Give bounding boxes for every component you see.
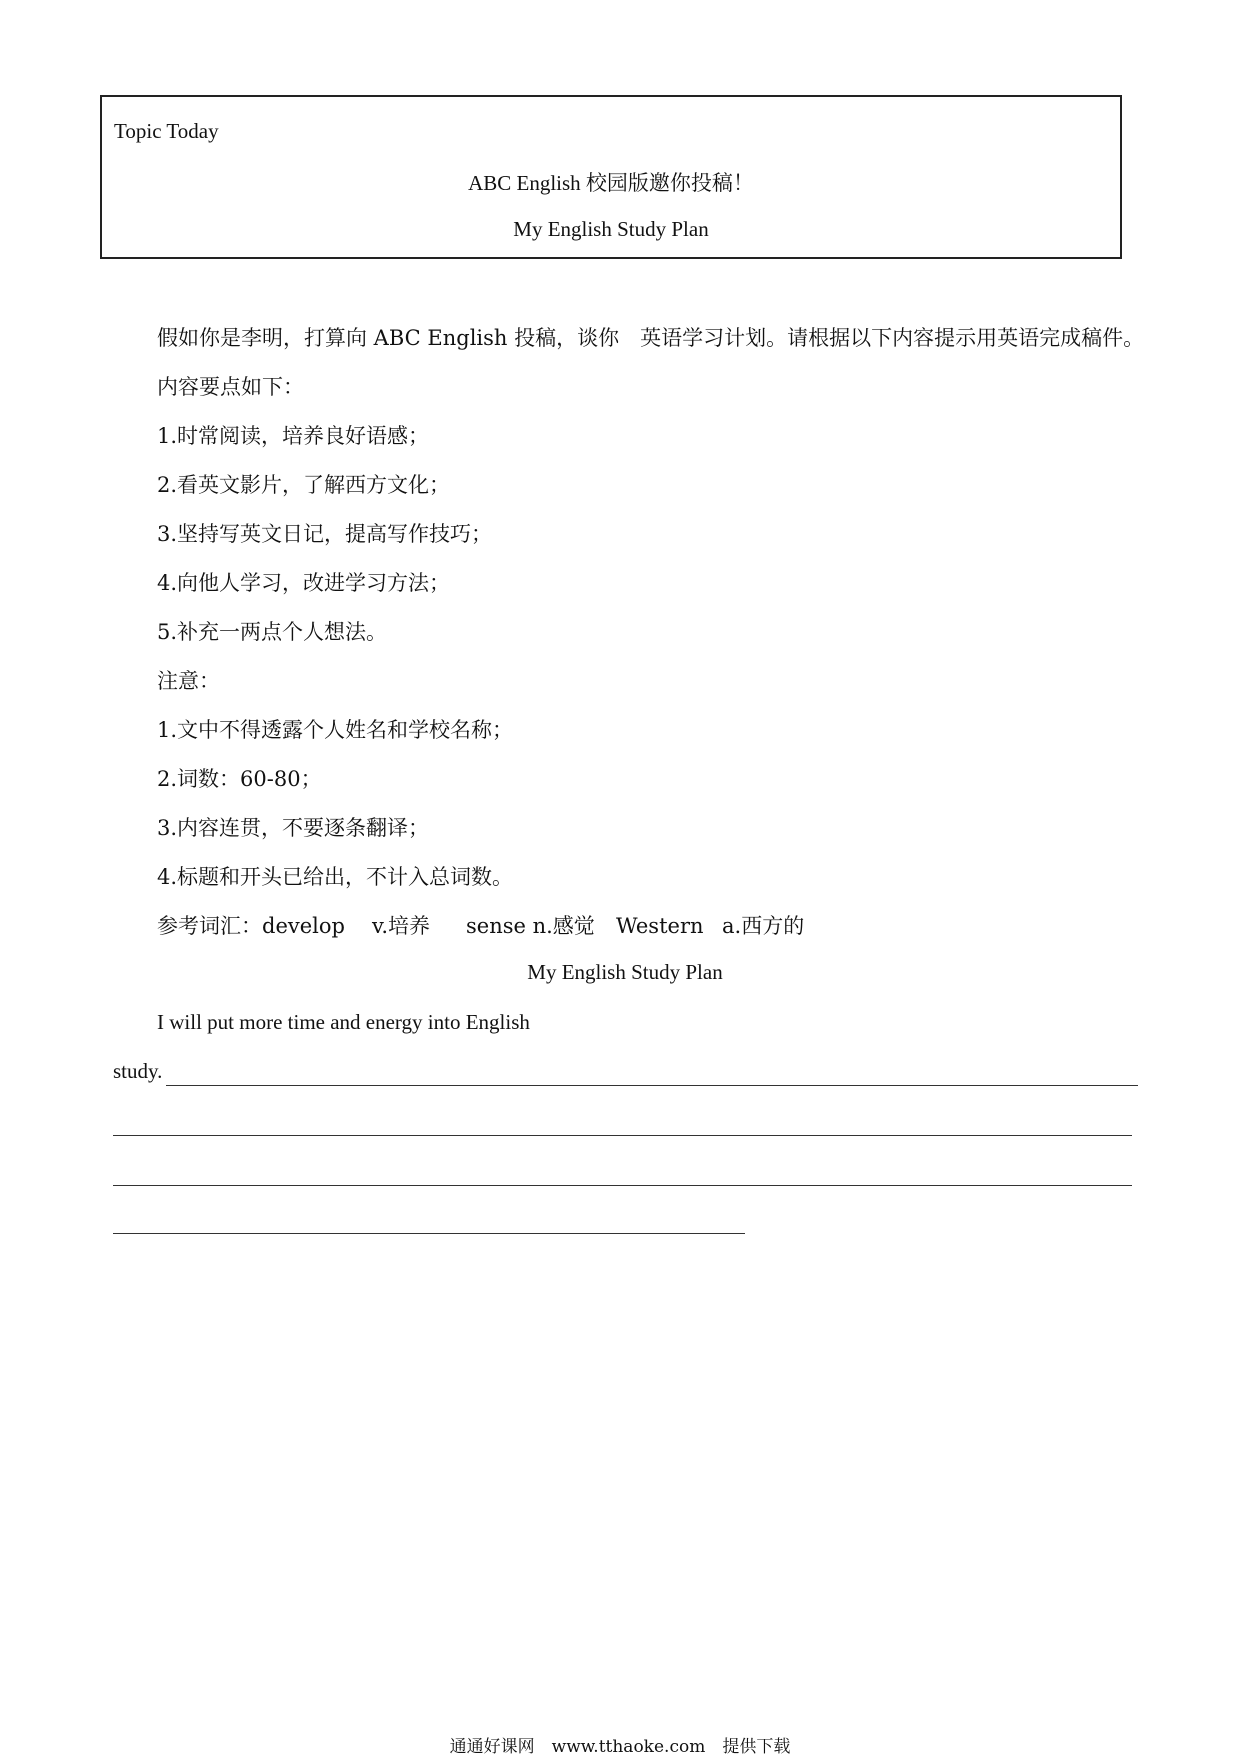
vocab-term: develop — [262, 914, 345, 938]
topic-label: Topic Today — [114, 119, 219, 143]
essay-continuation: study. — [113, 1059, 163, 1083]
note-item: 3.内容连贯，不要逐条翻译； — [157, 816, 430, 840]
answer-line — [166, 1085, 1138, 1086]
footer-source: 通通好课网 www.tthaoke.com 提供下载 — [449, 1737, 791, 1757]
vocab-term: sense n.感觉 — [466, 914, 595, 938]
answer-line — [113, 1135, 1132, 1136]
point-item: 5.补充一两点个人想法。 — [157, 620, 388, 644]
task-intro: 假如你是李明，打算向 ABC English 投稿，谈你 英语学习计划。请根据以下内容提示用英语完成稿件。 — [157, 326, 1145, 350]
invite-line: ABC English 校园版邀你投稿！ — [468, 171, 754, 195]
vocab-line — [157, 910, 804, 940]
points-heading: 内容要点如下： — [157, 375, 304, 399]
vocab-term: v.培养 — [372, 914, 431, 938]
note-item: 4.标题和开头已给出，不计入总词数。 — [157, 865, 514, 889]
point-item: 1.时常阅读，培养良好语感； — [157, 424, 430, 448]
answer-line — [113, 1185, 1132, 1186]
essay-title: My English Study Plan — [527, 960, 723, 984]
answer-line — [113, 1233, 745, 1234]
essay-opening: I will put more time and energy into English — [157, 1010, 530, 1034]
vocab-term: a.西方的 — [722, 914, 805, 938]
note-item: 1.文中不得透露个人姓名和学校名称； — [157, 718, 514, 742]
notes-heading: 注意： — [157, 669, 220, 693]
point-item: 4.向他人学习，改进学习方法； — [157, 571, 451, 595]
vocab-term: Western — [616, 914, 704, 938]
topic-title: My English Study Plan — [513, 217, 709, 241]
topic-box — [100, 95, 1122, 259]
point-item: 3.坚持写英文日记，提高写作技巧； — [157, 522, 493, 546]
note-item: 2.词数：60-80； — [157, 767, 322, 791]
vocab-label: 参考词汇： — [157, 914, 262, 938]
point-item: 2.看英文影片，了解西方文化； — [157, 473, 451, 497]
